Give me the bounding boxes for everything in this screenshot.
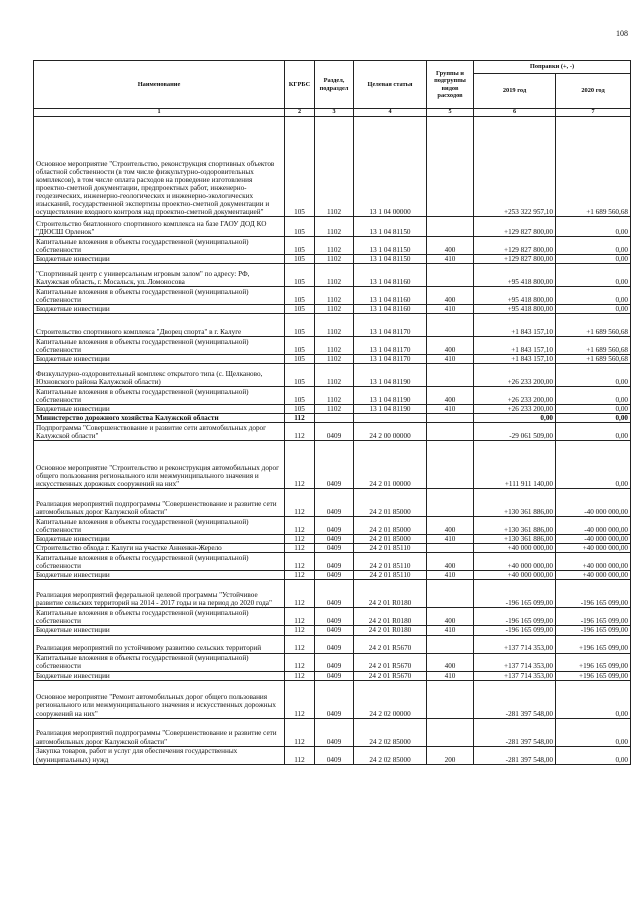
row-section: 0409	[315, 653, 354, 671]
row-name: Закупка товаров, работ и услуг для обеспечения государственных (муниципальных) нужд	[34, 746, 285, 764]
row-amount-2020: +196 165 099,00	[556, 635, 631, 653]
row-section: 1102	[315, 287, 354, 305]
row-group	[427, 216, 474, 236]
table-row	[34, 314, 631, 337]
header-year-2019: 2019 год	[474, 74, 556, 109]
column-number: 7	[556, 109, 631, 117]
row-target: 24 2 01 R5670	[354, 635, 427, 653]
row-name: Бюджетные инвестиции	[34, 305, 285, 314]
table-row	[34, 718, 631, 746]
row-section: 1102	[315, 355, 354, 364]
row-target: 24 2 01 85000	[354, 489, 427, 517]
header-name: Наименование	[34, 61, 285, 109]
row-amount-2019: +40 000 000,00	[474, 553, 556, 571]
row-amount-2020: 0,00	[556, 216, 631, 236]
row-grbs: 105	[285, 387, 315, 405]
page-number: 108	[616, 29, 628, 38]
row-amount-2019: -196 165 099,00	[474, 608, 556, 626]
row-group: 400	[427, 608, 474, 626]
row-section: 1102	[315, 314, 354, 337]
row-amount-2020: 0,00	[556, 680, 631, 718]
table-row	[34, 626, 631, 635]
row-target	[354, 414, 427, 423]
row-grbs: 112	[285, 671, 315, 680]
row-grbs: 112	[285, 414, 315, 423]
row-amount-2020: -40 000 000,00	[556, 489, 631, 517]
row-name: Бюджетные инвестиции	[34, 535, 285, 544]
row-target: 24 2 01 85000	[354, 517, 427, 535]
row-amount-2020: -40 000 000,00	[556, 517, 631, 535]
column-number: 3	[315, 109, 354, 117]
row-amount-2020: +1 689 560,68	[556, 314, 631, 337]
table-row	[34, 489, 631, 517]
table-row	[34, 671, 631, 680]
row-group	[427, 441, 474, 489]
row-section: 0409	[315, 635, 354, 653]
row-name: Реализация мероприятий подпрограммы "Совершенствование и развитие сети автомобильных дорог Калужской области"	[34, 718, 285, 746]
row-name: Капитальные вложения в объекты государственной (муниципальной) собственности	[34, 653, 285, 671]
row-group	[427, 544, 474, 553]
row-section: 1102	[315, 116, 354, 216]
row-name: Физкультурно-оздоровительный комплекс открытого типа (с. Щелканово, Юхновского района Калужской области)	[34, 364, 285, 387]
row-target: 24 2 02 85000	[354, 718, 427, 746]
row-section: 0409	[315, 718, 354, 746]
row-grbs: 105	[285, 305, 315, 314]
row-grbs: 105	[285, 364, 315, 387]
row-section: 0409	[315, 535, 354, 544]
table-row	[34, 287, 631, 305]
row-amount-2020: 0,00	[556, 305, 631, 314]
row-section: 0409	[315, 489, 354, 517]
row-name: Строительство спортивного комплекса "Дворец спорта" в г. Калуге	[34, 314, 285, 337]
row-name: Министерство дорожного хозяйства Калужской области	[34, 414, 285, 423]
row-group	[427, 414, 474, 423]
row-grbs: 112	[285, 580, 315, 608]
row-amount-2019: +40 000 000,00	[474, 544, 556, 553]
row-grbs: 105	[285, 314, 315, 337]
row-section: 0409	[315, 571, 354, 580]
row-section: 0409	[315, 671, 354, 680]
table-row	[34, 746, 631, 764]
row-group	[427, 718, 474, 746]
row-name: Капитальные вложения в объекты государственной (муниципальной) собственности	[34, 553, 285, 571]
row-group	[427, 423, 474, 441]
row-name: Капитальные вложения в объекты государственной (муниципальной) собственности	[34, 387, 285, 405]
row-amount-2020: 0,00	[556, 364, 631, 387]
row-grbs: 112	[285, 680, 315, 718]
row-amount-2019: +95 418 800,00	[474, 287, 556, 305]
row-group: 410	[427, 535, 474, 544]
row-name: Основное мероприятие "Ремонт автомобильных дорог общего пользования регионального или межмуниципального значения и искусственных дорожных сооружений на них"	[34, 680, 285, 718]
table-row	[34, 571, 631, 580]
row-target: 24 2 01 R5670	[354, 671, 427, 680]
header-group: Группы и подгруппы видов расходов	[427, 61, 474, 109]
table-row	[34, 544, 631, 553]
table-row	[34, 635, 631, 653]
row-name: Бюджетные инвестиции	[34, 671, 285, 680]
row-grbs: 105	[285, 236, 315, 254]
row-amount-2019: +26 233 200,00	[474, 405, 556, 414]
row-grbs: 105	[285, 287, 315, 305]
row-target: 24 2 01 85110	[354, 544, 427, 553]
row-amount-2020: 0,00	[556, 236, 631, 254]
row-group	[427, 314, 474, 337]
row-amount-2019: +1 843 157,10	[474, 314, 556, 337]
row-target: 13 1 04 81150	[354, 254, 427, 263]
table-row	[34, 423, 631, 441]
table-row	[34, 355, 631, 364]
row-amount-2020: 0,00	[556, 414, 631, 423]
row-target: 13 1 04 81190	[354, 387, 427, 405]
row-section: 1102	[315, 254, 354, 263]
row-amount-2019: -281 397 548,00	[474, 746, 556, 764]
row-group: 400	[427, 553, 474, 571]
row-section: 0409	[315, 553, 354, 571]
row-amount-2019: -196 165 099,00	[474, 580, 556, 608]
row-amount-2020: 0,00	[556, 264, 631, 287]
budget-amendments-table	[33, 60, 631, 765]
row-group: 410	[427, 671, 474, 680]
row-section: 1102	[315, 236, 354, 254]
table-row	[34, 216, 631, 236]
row-target: 13 1 04 81190	[354, 364, 427, 387]
row-amount-2019: +253 322 957,10	[474, 116, 556, 216]
row-name: Капитальные вложения в объекты государственной (муниципальной) собственности	[34, 517, 285, 535]
row-group: 410	[427, 305, 474, 314]
row-grbs: 112	[285, 517, 315, 535]
row-target: 24 2 01 00000	[354, 441, 427, 489]
row-grbs: 112	[285, 635, 315, 653]
row-target: 24 2 01 85000	[354, 535, 427, 544]
row-amount-2020: +1 689 560,68	[556, 337, 631, 355]
row-amount-2019: +26 233 200,00	[474, 364, 556, 387]
row-grbs: 112	[285, 553, 315, 571]
row-amount-2019: +137 714 353,00	[474, 653, 556, 671]
row-grbs: 105	[285, 216, 315, 236]
row-group: 410	[427, 405, 474, 414]
row-group: 400	[427, 387, 474, 405]
row-target: 13 1 04 81170	[354, 314, 427, 337]
row-target: 13 1 04 81160	[354, 305, 427, 314]
row-amount-2019: +130 361 886,00	[474, 535, 556, 544]
row-amount-2019: +26 233 200,00	[474, 387, 556, 405]
row-amount-2020: -40 000 000,00	[556, 535, 631, 544]
row-target: 24 2 01 R0180	[354, 608, 427, 626]
row-grbs: 112	[285, 441, 315, 489]
row-group: 400	[427, 517, 474, 535]
row-section: 0409	[315, 441, 354, 489]
row-amount-2019: -281 397 548,00	[474, 680, 556, 718]
row-target: 13 1 04 81160	[354, 287, 427, 305]
table-row	[34, 254, 631, 263]
row-amount-2020: +40 000 000,00	[556, 553, 631, 571]
row-amount-2019: +1 843 157,10	[474, 337, 556, 355]
table-row	[34, 337, 631, 355]
row-grbs: 105	[285, 337, 315, 355]
row-section: 1102	[315, 264, 354, 287]
row-section: 1102	[315, 337, 354, 355]
row-group: 400	[427, 236, 474, 254]
row-amount-2020: 0,00	[556, 387, 631, 405]
row-section: 1102	[315, 364, 354, 387]
row-section: 0409	[315, 517, 354, 535]
row-name: Капитальные вложения в объекты государственной (муниципальной) собственности	[34, 236, 285, 254]
table-body	[34, 116, 631, 764]
row-section: 0409	[315, 746, 354, 764]
row-amount-2020: 0,00	[556, 405, 631, 414]
row-grbs: 112	[285, 544, 315, 553]
row-target: 13 1 04 81160	[354, 264, 427, 287]
table-row	[34, 680, 631, 718]
table-row	[34, 553, 631, 571]
row-amount-2020: 0,00	[556, 718, 631, 746]
table-row	[34, 387, 631, 405]
row-group: 200	[427, 746, 474, 764]
row-section: 0409	[315, 544, 354, 553]
table-row	[34, 414, 631, 423]
row-amount-2019: +95 418 800,00	[474, 264, 556, 287]
row-amount-2019: +130 361 886,00	[474, 517, 556, 535]
row-group	[427, 635, 474, 653]
row-group	[427, 364, 474, 387]
table-row	[34, 653, 631, 671]
row-group: 410	[427, 626, 474, 635]
row-name: Строительство биатлонного спортивного комплекса на базе ГАОУ ДОД КО "ДЮСШ Орленок"	[34, 216, 285, 236]
row-target: 24 2 01 R0180	[354, 626, 427, 635]
table-row	[34, 608, 631, 626]
column-number: 1	[34, 109, 285, 117]
row-grbs: 112	[285, 535, 315, 544]
row-target: 13 1 04 00000	[354, 116, 427, 216]
row-name: Основное мероприятие "Строительство, реконструкция спортивных объектов областной собственности (в том числе физкультурно-оздоровительных комплексов), в том числе оплата расходов на проведение изготовления проектно-сметной документации, предпроектных работ, инженерно-геодезических, инженерно-геологических и инженерно-экологических изысканий, государственной экспертизы проектно-сметной документации и осуществление входного контроля над проектно-сметной документацией"	[34, 116, 285, 216]
row-group: 410	[427, 355, 474, 364]
table-row	[34, 264, 631, 287]
row-amount-2019: -29 061 509,00	[474, 423, 556, 441]
row-name: Бюджетные инвестиции	[34, 626, 285, 635]
row-name: Реализация мероприятий по устойчивому развитию сельских территорий	[34, 635, 285, 653]
row-section: 1102	[315, 387, 354, 405]
row-target: 24 2 02 00000	[354, 680, 427, 718]
row-target: 24 2 02 85000	[354, 746, 427, 764]
row-section: 1102	[315, 405, 354, 414]
row-section: 0409	[315, 423, 354, 441]
table-row	[34, 441, 631, 489]
row-grbs: 112	[285, 608, 315, 626]
row-name: Строительство обхода г. Калуги на участке Анненки-Жерело	[34, 544, 285, 553]
row-grbs: 105	[285, 355, 315, 364]
row-amount-2019: +95 418 800,00	[474, 305, 556, 314]
row-section	[315, 414, 354, 423]
row-name: Капитальные вложения в объекты государственной (муниципальной) собственности	[34, 608, 285, 626]
table-row	[34, 405, 631, 414]
row-target: 24 2 00 00000	[354, 423, 427, 441]
row-grbs: 112	[285, 423, 315, 441]
row-target: 13 1 04 81150	[354, 216, 427, 236]
row-group	[427, 116, 474, 216]
column-numbers-row	[34, 109, 631, 117]
row-grbs: 105	[285, 254, 315, 263]
row-amount-2019: +129 827 800,00	[474, 216, 556, 236]
header-section: Раздел, подраздел	[315, 61, 354, 109]
header-amendments: Поправки (+, -)	[474, 61, 631, 74]
row-amount-2019: -196 165 099,00	[474, 626, 556, 635]
row-amount-2019: 0,00	[474, 414, 556, 423]
row-group	[427, 680, 474, 718]
row-target: 13 1 04 81190	[354, 405, 427, 414]
row-target: 24 2 01 R0180	[354, 580, 427, 608]
row-group	[427, 580, 474, 608]
row-name: Реализация мероприятий федеральной целевой программы "Устойчивое развитие сельских территорий на 2014 - 2017 годы и на период до 2020 года"	[34, 580, 285, 608]
row-amount-2020: 0,00	[556, 423, 631, 441]
row-name: Бюджетные инвестиции	[34, 355, 285, 364]
row-group: 400	[427, 653, 474, 671]
column-number: 5	[427, 109, 474, 117]
row-grbs: 112	[285, 626, 315, 635]
row-section: 0409	[315, 608, 354, 626]
row-grbs: 112	[285, 746, 315, 764]
row-group: 400	[427, 337, 474, 355]
header-target: Целевая статья	[354, 61, 427, 109]
row-name: Бюджетные инвестиции	[34, 254, 285, 263]
row-target: 13 1 04 81170	[354, 355, 427, 364]
table-row	[34, 364, 631, 387]
row-amount-2020: +40 000 000,00	[556, 571, 631, 580]
row-amount-2019: +1 843 157,10	[474, 355, 556, 364]
row-group: 410	[427, 254, 474, 263]
row-amount-2019: +130 361 886,00	[474, 489, 556, 517]
row-grbs: 105	[285, 264, 315, 287]
row-grbs: 112	[285, 489, 315, 517]
row-name: Подпрограмма "Совершенствование и развитие сети автомобильных дорог Калужской области"	[34, 423, 285, 441]
row-name: Бюджетные инвестиции	[34, 571, 285, 580]
row-amount-2020: 0,00	[556, 441, 631, 489]
row-amount-2019: +129 827 800,00	[474, 236, 556, 254]
row-name: Бюджетные инвестиции	[34, 405, 285, 414]
row-section: 0409	[315, 680, 354, 718]
table-row	[34, 580, 631, 608]
row-amount-2020: 0,00	[556, 254, 631, 263]
row-amount-2020: +1 689 560,68	[556, 355, 631, 364]
header-grbs: КГРБС	[285, 61, 315, 109]
row-amount-2020: 0,00	[556, 287, 631, 305]
row-target: 24 2 01 85110	[354, 553, 427, 571]
row-amount-2020: +196 165 099,00	[556, 653, 631, 671]
row-amount-2020: 0,00	[556, 746, 631, 764]
row-amount-2020: -196 165 099,00	[556, 580, 631, 608]
row-name: Капитальные вложения в объекты государственной (муниципальной) собственности	[34, 337, 285, 355]
table-row	[34, 535, 631, 544]
row-section: 1102	[315, 305, 354, 314]
row-name: Капитальные вложения в объекты государственной (муниципальной) собственности	[34, 287, 285, 305]
row-amount-2020: +40 000 000,00	[556, 544, 631, 553]
row-grbs: 112	[285, 653, 315, 671]
table-row	[34, 236, 631, 254]
row-section: 0409	[315, 580, 354, 608]
row-section: 1102	[315, 216, 354, 236]
header-year-2020: 2020 год	[556, 74, 631, 109]
row-amount-2019: +111 911 140,00	[474, 441, 556, 489]
row-name: Реализация мероприятий подпрограммы "Совершенствование и развитие сети автомобильных дорог Калужской области"	[34, 489, 285, 517]
row-group: 400	[427, 287, 474, 305]
row-name: "Спортивный центр с универсальным игровым залом" по адресу: РФ, Калужская область, г. Мосальск, ул. Ломоносова	[34, 264, 285, 287]
row-amount-2020: +196 165 099,00	[556, 671, 631, 680]
row-amount-2019: -281 397 548,00	[474, 718, 556, 746]
table-row	[34, 517, 631, 535]
column-number: 6	[474, 109, 556, 117]
row-target: 24 2 01 85110	[354, 571, 427, 580]
row-target: 13 1 04 81170	[354, 337, 427, 355]
column-number: 4	[354, 109, 427, 117]
column-number: 2	[285, 109, 315, 117]
row-group	[427, 489, 474, 517]
row-amount-2020: -196 165 099,00	[556, 608, 631, 626]
row-name: Основное мероприятие "Строительство и реконструкция автомобильных дорог общего пользования регионального или межмуниципального значения и искусственных дорожных сооружений на них"	[34, 441, 285, 489]
row-amount-2020: +1 689 560,68	[556, 116, 631, 216]
row-amount-2020: -196 165 099,00	[556, 626, 631, 635]
row-grbs: 105	[285, 116, 315, 216]
row-grbs: 112	[285, 571, 315, 580]
row-amount-2019: +129 827 800,00	[474, 254, 556, 263]
table-row	[34, 116, 631, 216]
row-group	[427, 264, 474, 287]
row-group: 410	[427, 571, 474, 580]
row-target: 13 1 04 81150	[354, 236, 427, 254]
row-grbs: 105	[285, 405, 315, 414]
row-amount-2019: +137 714 353,00	[474, 635, 556, 653]
row-target: 24 2 01 R5670	[354, 653, 427, 671]
row-amount-2019: +137 714 353,00	[474, 671, 556, 680]
row-grbs: 112	[285, 718, 315, 746]
row-amount-2019: +40 000 000,00	[474, 571, 556, 580]
row-section: 0409	[315, 626, 354, 635]
table-row	[34, 305, 631, 314]
